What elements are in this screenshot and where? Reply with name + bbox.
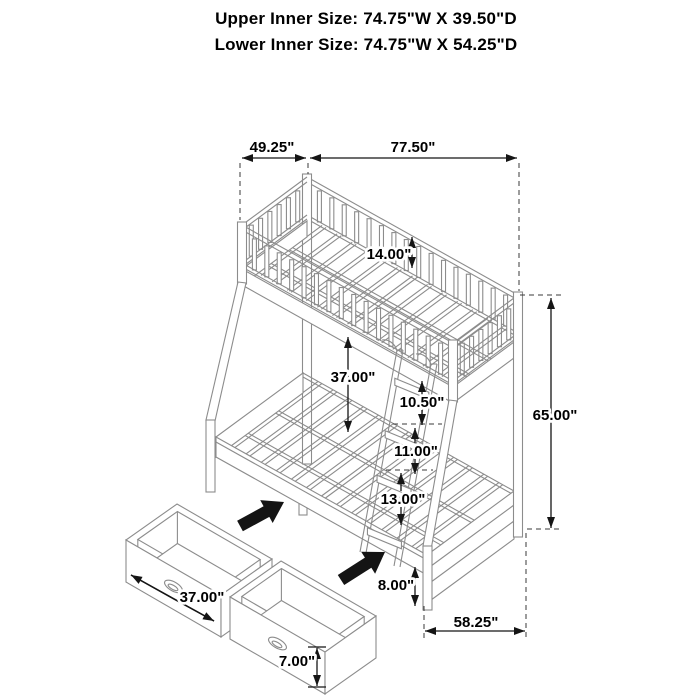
dim-overall-height-label: 65.00" (532, 407, 578, 424)
dim-guardrail-height-label: 14.00" (366, 246, 412, 263)
upper-inner-size-text: Upper Inner Size: 74.75"W X 39.50"D (215, 9, 517, 28)
dim-upper-depth-label: 49.25" (249, 139, 295, 156)
dim-drawer-width-label: 37.00" (179, 589, 225, 606)
dim-bunk-spacing-label: 37.00" (330, 369, 376, 386)
dim-lower-depth-label: 58.25" (453, 614, 499, 631)
dim-upper-width-label: 77.50" (390, 139, 436, 156)
dim-ladder-gap-middle-label: 11.00" (394, 443, 438, 460)
dim-ladder-gap-top-label: 10.50" (399, 394, 445, 411)
dim-floor-clearance-label: 8.00" (377, 577, 415, 594)
dim-drawer-height-label: 7.00" (278, 653, 316, 670)
dim-ladder-gap-bottom-label: 13.00" (380, 491, 426, 508)
lower-inner-size-text: Lower Inner Size: 74.75"W X 54.25"D (214, 35, 518, 54)
